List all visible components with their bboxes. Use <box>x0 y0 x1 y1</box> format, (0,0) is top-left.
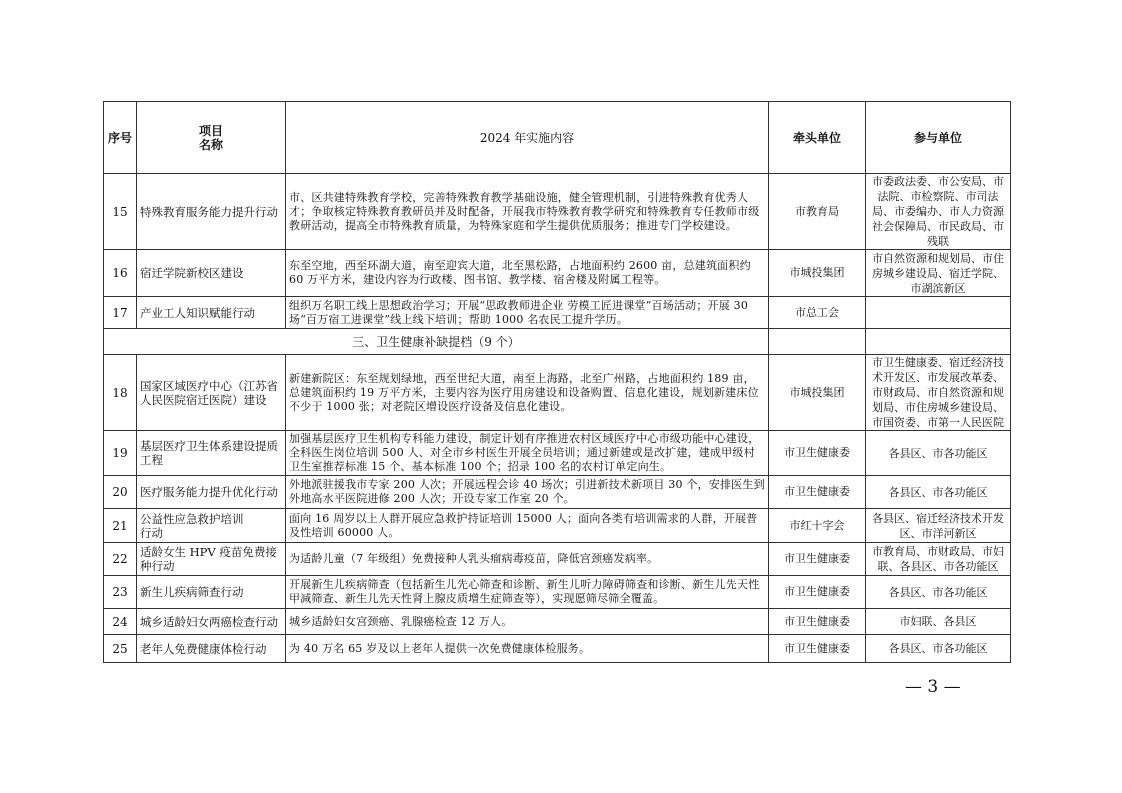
row-name: 新生儿疾病筛查行动 <box>137 576 286 609</box>
row-content: 市、区共建特殊教育学校，完善特殊教育教学基础设施，健全管理机制，引进特殊教育优秀人才；争取核定特殊教育教研员并及时配备，开展我市特殊教育教学研究和特殊教育专任教师市级教研活动，提高全市特殊教育质量，为特殊家庭和学生提供优质服务；推进专门学校建设。 <box>286 174 769 250</box>
header-seq: 序号 <box>104 102 137 174</box>
row-content: 加强基层医疗卫生机构专科能力建设，制定计划有序推进农村区域医疗中心市级功能中心建设，全科医生岗位培训 500 人、对全市乡村医生开展全员培训；通过新建或是改扩建，建成甲级村卫生室推荐标准 15 个、基本标准 100 个；招录 100 名的农村订单定向生。 <box>286 431 769 476</box>
table-row <box>104 476 1011 509</box>
row-name: 国家区域医疗中心（江苏省人民医院宿迁医院）建设 <box>137 355 286 431</box>
project-table <box>103 101 1011 663</box>
section-heading: 三、卫生健康补缺提档（9 个） <box>104 329 769 355</box>
table-row <box>104 297 1011 329</box>
row-content: 城乡适龄妇女宫颈癌、乳腺癌检查 12 万人。 <box>286 609 769 635</box>
row-seq: 18 <box>104 355 137 431</box>
row-lead-unit: 市卫生健康委 <box>769 635 866 663</box>
page-number: — 3 — <box>905 677 961 697</box>
header-participant-units: 参与单位 <box>866 102 1011 174</box>
header-lead-unit: 牵头单位 <box>769 102 866 174</box>
row-lead-unit: 市卫生健康委 <box>769 543 866 576</box>
row-name: 老年人免费健康体检行动 <box>137 635 286 663</box>
row-lead-unit: 市城投集团 <box>769 250 866 297</box>
row-lead-unit: 市卫生健康委 <box>769 476 866 509</box>
row-name: 特殊教育服务能力提升行动 <box>137 174 286 250</box>
row-lead-unit: 市城投集团 <box>769 355 866 431</box>
row-seq: 24 <box>104 609 137 635</box>
section-empty-cell <box>866 329 1011 355</box>
row-participant-units <box>866 297 1011 329</box>
row-lead-unit: 市卫生健康委 <box>769 576 866 609</box>
table-row <box>104 355 1011 431</box>
row-name: 基层医疗卫生体系建设提质工程 <box>137 431 286 476</box>
row-lead-unit: 市总工会 <box>769 297 866 329</box>
row-name: 医疗服务能力提升优化行动 <box>137 476 286 509</box>
row-participant-units: 各县区、宿迁经济技术开发区、市洋河新区 <box>866 509 1011 543</box>
row-name: 公益性应急救护培训 行动 <box>137 509 286 543</box>
row-participant-units: 市自然资源和规划局、市住房城乡建设局、宿迁学院、市湖滨新区 <box>866 250 1011 297</box>
row-seq: 17 <box>104 297 137 329</box>
row-lead-unit: 市教育局 <box>769 174 866 250</box>
row-name: 宿迁学院新校区建设 <box>137 250 286 297</box>
row-content: 东至空地，西至环湖大道，南至迎宾大道，北至黑松路，占地面积约 2600 亩，总建筑面积约 60 万平方米，建设内容为行政楼、图书馆、教学楼、宿舍楼及附属工程等。 <box>286 250 769 297</box>
row-content: 组织万名职工线上思想政治学习；开展“思政教师进企业 劳模工匠进课堂”百场活动；开展 30 场“百万宿工进课堂”线上线下培训；帮助 1000 名农民工提升学历。 <box>286 297 769 329</box>
row-participant-units: 各县区、市各功能区 <box>866 476 1011 509</box>
row-seq: 21 <box>104 509 137 543</box>
row-seq: 25 <box>104 635 137 663</box>
row-content: 外地派驻援我市专家 200 人次；开展远程会诊 40 场次；引进新技术新项目 30 个，安排医生到外地高水平医院进修 200 人次；开设专家工作室 20 个。 <box>286 476 769 509</box>
header-name: 项目 名称 <box>137 102 286 174</box>
row-participant-units: 各县区、市各功能区 <box>866 576 1011 609</box>
section-empty-cell <box>769 329 866 355</box>
table-row <box>104 174 1011 250</box>
row-content: 为 40 万名 65 岁及以上老年人提供一次免费健康体检服务。 <box>286 635 769 663</box>
table-row <box>104 609 1011 635</box>
table-row <box>104 250 1011 297</box>
row-content: 面向 16 周岁以上人群开展应急救护持证培训 15000 人；面向各类有培训需求的人群，开展普及性培训 60000 人。 <box>286 509 769 543</box>
row-content: 为适龄儿童（7 年级组）免费接种人乳头瘤病毒疫苗，降低宫颈癌发病率。 <box>286 543 769 576</box>
row-lead-unit: 市卫生健康委 <box>769 609 866 635</box>
row-seq: 15 <box>104 174 137 250</box>
table-row <box>104 431 1011 476</box>
header-content: 2024 年实施内容 <box>286 102 769 174</box>
row-name: 适龄女生 HPV 疫苗免费接种行动 <box>137 543 286 576</box>
table-row <box>104 635 1011 663</box>
row-name: 城乡适龄妇女两癌检查行动 <box>137 609 286 635</box>
row-content: 新建新院区：东至规划绿地，西至世纪大道，南至上海路，北至广州路，占地面积约 189 亩，总建筑面积约 19 万平方米，主要内容为医疗用房建设和设备购置、信息化建设，规划新建床位不少于 1000 张；对老院区增设医疗设备及信息化建设。 <box>286 355 769 431</box>
row-participant-units: 各县区、市各功能区 <box>866 635 1011 663</box>
section-row <box>104 329 1011 355</box>
row-content: 开展新生儿疾病筛查（包括新生儿先心筛查和诊断、新生儿听力障碍筛查和诊断、新生儿先天性甲减筛查、新生儿先天性肾上腺皮质增生症筛查等），实现愿筛尽筛全覆盖。 <box>286 576 769 609</box>
row-participant-units: 市教育局、市财政局、市妇联、各县区、市各功能区 <box>866 543 1011 576</box>
row-lead-unit: 市卫生健康委 <box>769 431 866 476</box>
row-lead-unit: 市红十字会 <box>769 509 866 543</box>
row-name: 产业工人知识赋能行动 <box>137 297 286 329</box>
header-row <box>104 102 1011 174</box>
row-participant-units: 各县区、市各功能区 <box>866 431 1011 476</box>
row-seq: 23 <box>104 576 137 609</box>
row-seq: 20 <box>104 476 137 509</box>
row-participant-units: 市委政法委、市公安局、市法院、市检察院、市司法局、市委编办、市人力资源社会保障局、市民政局、市残联 <box>866 174 1011 250</box>
table-row <box>104 509 1011 543</box>
row-participant-units: 市卫生健康委、宿迁经济技术开发区、市发展改革委、市财政局、市自然资源和规划局、市住房城乡建设局、市国资委、市第一人民医院 <box>866 355 1011 431</box>
row-seq: 22 <box>104 543 137 576</box>
row-seq: 16 <box>104 250 137 297</box>
table-row <box>104 543 1011 576</box>
row-participant-units: 市妇联、各县区 <box>866 609 1011 635</box>
table-row <box>104 576 1011 609</box>
row-seq: 19 <box>104 431 137 476</box>
